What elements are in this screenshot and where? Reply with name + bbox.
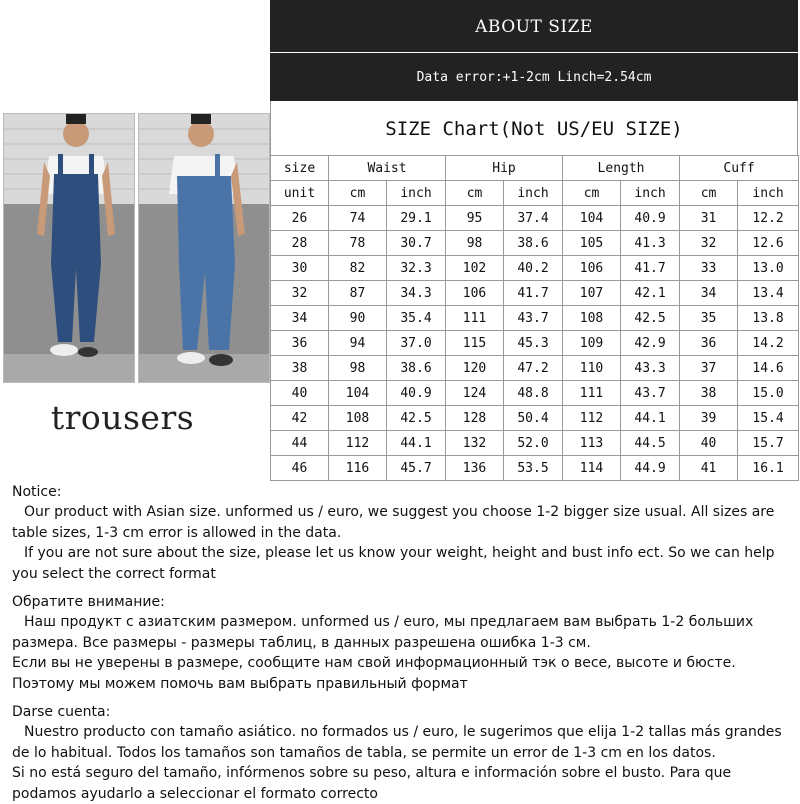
table-cell: 13.4	[738, 281, 799, 306]
table-cell: 41.7	[504, 281, 563, 306]
table-cell: 39	[680, 406, 738, 431]
product-photo-front	[3, 113, 135, 383]
unit-header: inch	[387, 181, 446, 206]
about-size-title: ABOUT SIZE	[270, 0, 798, 52]
notice-ru-text-2: Если вы не уверены в размере, сообщите нам свой информационный тэк о весе, высоте и бюсте. Поэтому мы можем помочь вам выбрать правильный формат	[12, 655, 736, 692]
notice-es-heading: Darse cuenta:	[12, 704, 111, 721]
table-cell: 116	[329, 456, 387, 481]
size-table	[270, 155, 799, 481]
table-cell: 111	[446, 306, 504, 331]
table-cell: 110	[563, 356, 621, 381]
table-cell: 108	[329, 406, 387, 431]
table-cell: 31	[680, 206, 738, 231]
unit-header: cm	[680, 181, 738, 206]
size-cell: 32	[271, 281, 329, 306]
table-cell: 47.2	[504, 356, 563, 381]
size-cell: 28	[271, 231, 329, 256]
table-cell: 95	[446, 206, 504, 231]
table-row	[271, 356, 799, 381]
table-row	[271, 331, 799, 356]
notice-en-text-1: Our product with Asian size. unformed us / euro, we suggest you choose 1-2 bigger size usual. All sizes are table sizes, 1-3 cm error is allowed in the data.	[12, 504, 775, 541]
unit-header: inch	[621, 181, 680, 206]
unit-header: cm	[446, 181, 504, 206]
unit-header: inch	[738, 181, 799, 206]
group-header: Waist	[329, 156, 446, 181]
table-cell: 98	[329, 356, 387, 381]
table-cell: 106	[446, 281, 504, 306]
size-cell: 26	[271, 206, 329, 231]
table-cell: 38.6	[504, 231, 563, 256]
table-cell: 111	[563, 381, 621, 406]
unit-header: cm	[329, 181, 387, 206]
table-cell: 104	[563, 206, 621, 231]
table-cell: 35	[680, 306, 738, 331]
table-cell: 102	[446, 256, 504, 281]
table-cell: 32.3	[387, 256, 446, 281]
table-cell: 16.1	[738, 456, 799, 481]
notice-section	[12, 482, 796, 804]
table-cell: 82	[329, 256, 387, 281]
group-header-row	[271, 156, 799, 181]
table-cell: 38.6	[387, 356, 446, 381]
table-cell: 40.9	[621, 206, 680, 231]
table-cell: 98	[446, 231, 504, 256]
table-cell: 29.1	[387, 206, 446, 231]
table-cell: 43.3	[621, 356, 680, 381]
table-cell: 41.7	[621, 256, 680, 281]
table-row	[271, 456, 799, 481]
unit-header: unit	[271, 181, 329, 206]
size-chart-title: SIZE Chart(Not US/EU SIZE)	[270, 101, 798, 155]
table-cell: 115	[446, 331, 504, 356]
table-cell: 124	[446, 381, 504, 406]
table-cell: 43.7	[621, 381, 680, 406]
table-cell: 37	[680, 356, 738, 381]
table-cell: 128	[446, 406, 504, 431]
table-cell: 40	[680, 431, 738, 456]
table-cell: 44.1	[621, 406, 680, 431]
product-caption: trousers	[50, 398, 195, 437]
table-cell: 42.5	[621, 306, 680, 331]
table-row	[271, 231, 799, 256]
size-cell: 36	[271, 331, 329, 356]
table-cell: 105	[563, 231, 621, 256]
table-cell: 136	[446, 456, 504, 481]
table-cell: 15.0	[738, 381, 799, 406]
table-cell: 108	[563, 306, 621, 331]
table-cell: 15.7	[738, 431, 799, 456]
table-cell: 30.7	[387, 231, 446, 256]
size-cell: 42	[271, 406, 329, 431]
table-cell: 35.4	[387, 306, 446, 331]
table-cell: 37.0	[387, 331, 446, 356]
table-cell: 43.7	[504, 306, 563, 331]
table-cell: 112	[563, 406, 621, 431]
table-cell: 113	[563, 431, 621, 456]
notice-es-text-2: Si no está seguro del tamaño, infórmenos sobre su peso, altura e información sobre el busto. Para que podamos ayudarlo a seleccionar el formato correcto	[12, 765, 732, 802]
table-cell: 112	[329, 431, 387, 456]
table-row	[271, 381, 799, 406]
size-cell: 34	[271, 306, 329, 331]
table-cell: 12.6	[738, 231, 799, 256]
table-cell: 41	[680, 456, 738, 481]
table-cell: 94	[329, 331, 387, 356]
size-cell: 38	[271, 356, 329, 381]
table-cell: 41.3	[621, 231, 680, 256]
unit-header-row	[271, 181, 799, 206]
table-cell: 44.5	[621, 431, 680, 456]
table-cell: 132	[446, 431, 504, 456]
table-cell: 38	[680, 381, 738, 406]
table-cell: 34.3	[387, 281, 446, 306]
table-row	[271, 431, 799, 456]
unit-header: cm	[563, 181, 621, 206]
table-cell: 114	[563, 456, 621, 481]
table-cell: 87	[329, 281, 387, 306]
table-cell: 45.3	[504, 331, 563, 356]
table-cell: 12.2	[738, 206, 799, 231]
table-cell: 13.0	[738, 256, 799, 281]
table-cell: 52.0	[504, 431, 563, 456]
table-row	[271, 406, 799, 431]
table-cell: 44.9	[621, 456, 680, 481]
notice-en-text-2: If you are not sure about the size, please let us know your weight, height and bust info ect. So we can help you select the correct format	[12, 545, 775, 582]
table-cell: 107	[563, 281, 621, 306]
table-row	[271, 306, 799, 331]
table-cell: 32	[680, 231, 738, 256]
size-cell: 40	[271, 381, 329, 406]
table-cell: 104	[329, 381, 387, 406]
table-row	[271, 256, 799, 281]
table-cell: 74	[329, 206, 387, 231]
table-cell: 40.9	[387, 381, 446, 406]
table-cell: 42.5	[387, 406, 446, 431]
table-cell: 15.4	[738, 406, 799, 431]
size-chart	[270, 0, 798, 481]
notice-ru-text-1: Наш продукт с азиатским размером. unformed us / euro, мы предлагаем вам выбрать 1-2 больших размера. Все размеры - размеры таблиц, в данных разрешена ошибка 1-3 см.	[12, 614, 754, 651]
table-cell: 45.7	[387, 456, 446, 481]
data-error-note: Data error:+1-2cm Linch=2.54cm	[270, 53, 798, 101]
table-row	[271, 281, 799, 306]
product-photo-side	[138, 113, 270, 383]
table-cell: 78	[329, 231, 387, 256]
group-header: size	[271, 156, 329, 181]
group-header: Hip	[446, 156, 563, 181]
notice-ru-heading: Обратите внимание:	[12, 594, 165, 611]
table-cell: 40.2	[504, 256, 563, 281]
table-cell: 33	[680, 256, 738, 281]
size-cell: 30	[271, 256, 329, 281]
size-table-body	[271, 206, 799, 481]
table-cell: 42.1	[621, 281, 680, 306]
table-cell: 48.8	[504, 381, 563, 406]
notice-es-text-1: Nuestro producto con tamaño asiático. no formados us / euro, le sugerimos que elija 1-2 tallas más grandes de lo habitual. Todos los tamaños son tamaños de tabla, se permite un error de 1-3 cm en los datos.	[12, 724, 782, 761]
table-cell: 120	[446, 356, 504, 381]
table-cell: 90	[329, 306, 387, 331]
table-cell: 50.4	[504, 406, 563, 431]
table-cell: 44.1	[387, 431, 446, 456]
table-cell: 14.6	[738, 356, 799, 381]
table-cell: 42.9	[621, 331, 680, 356]
size-cell: 46	[271, 456, 329, 481]
table-cell: 34	[680, 281, 738, 306]
table-cell: 36	[680, 331, 738, 356]
table-cell: 13.8	[738, 306, 799, 331]
unit-header: inch	[504, 181, 563, 206]
table-cell: 14.2	[738, 331, 799, 356]
table-cell: 106	[563, 256, 621, 281]
size-cell: 44	[271, 431, 329, 456]
table-cell: 37.4	[504, 206, 563, 231]
table-row	[271, 206, 799, 231]
table-cell: 53.5	[504, 456, 563, 481]
notice-en-heading: Notice:	[12, 484, 62, 500]
group-header: Length	[563, 156, 680, 181]
table-cell: 109	[563, 331, 621, 356]
group-header: Cuff	[680, 156, 799, 181]
